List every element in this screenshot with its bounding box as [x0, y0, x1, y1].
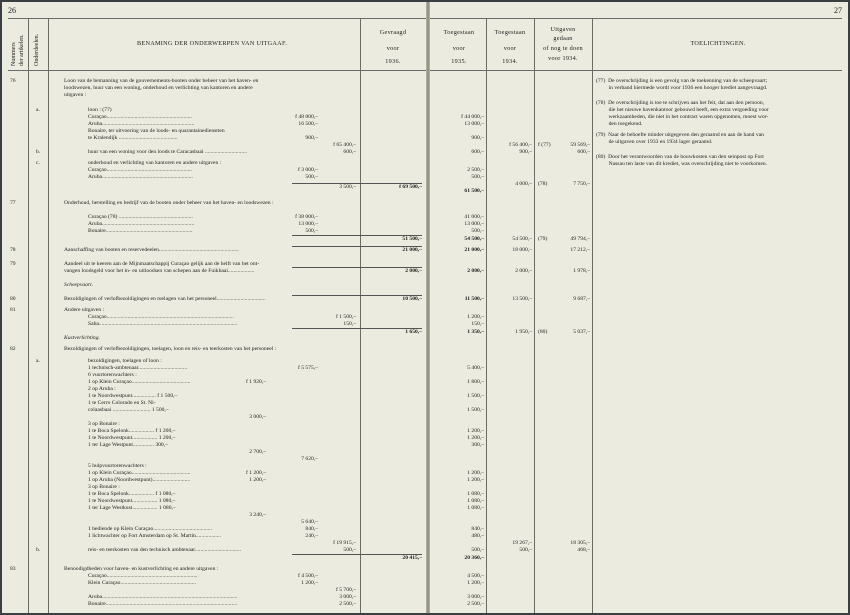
- amount-sub2: 500,–: [305, 228, 318, 234]
- left-page: [2, 2, 426, 613]
- note-reference: f (77): [538, 142, 551, 148]
- row-description: vangen loodsgeld voor het in- en uitloodsen van schepen aan de Fuikbaai...................: [64, 268, 255, 274]
- book-spread: [2, 2, 848, 613]
- amount-granted-1935: 1 500,–: [467, 407, 484, 413]
- header-granted-1935-line1: Toegestaan: [443, 29, 475, 36]
- header-granted-1935-line3: 1935.: [451, 58, 467, 65]
- row-description: 1 op Aruba (Noordwestpunt)...........................: [88, 477, 191, 483]
- amount-sub2: f 38 000,–: [295, 214, 318, 220]
- amount-sub1: 2 700,–: [249, 449, 266, 455]
- article-number: 78: [10, 247, 16, 253]
- amount-granted-1934: 54 500,–: [512, 236, 532, 242]
- row-description: 1 bediende op Klein Curaçao..........................................: [88, 526, 212, 532]
- row-description: Bonaire..............................................................: [88, 228, 193, 234]
- amount-granted-1935: 1 350,–: [467, 329, 484, 335]
- amount-sub1: 1 200,–: [249, 477, 266, 483]
- row-description: Curaçao...........................................................................................: [88, 314, 234, 320]
- header-granted-1934-line1: Toegestaan: [494, 29, 526, 36]
- article-number: 82: [10, 346, 16, 352]
- row-description: Klein Curaçao......................................................: [88, 580, 196, 586]
- row-description: te Kralendijk ..........................................: [88, 135, 178, 141]
- header-requested-line1: Gevraagd: [379, 29, 407, 36]
- col-divider: [28, 18, 29, 613]
- header-bottom-rule: [430, 70, 842, 71]
- row-description: 1 technisch-ambtenaar...................................: [88, 365, 188, 371]
- header-top-rule: [430, 18, 842, 19]
- amount-granted-1935: 1 200,–: [467, 428, 484, 434]
- row-description: 2 op Aruba :: [88, 386, 116, 392]
- header-articles-line2: der artikelen.: [19, 34, 25, 66]
- amount-granted-1934: 1 950,–: [515, 329, 532, 335]
- col-divider: [592, 18, 593, 613]
- row-description: 1 ter Lage Westpunt............... 300,–: [88, 442, 168, 448]
- row-description: Curaçao.............................................................: [88, 167, 192, 173]
- note-line: (77) De overschrijding is een gevolg van de toekenning van de scheepvaart;: [596, 78, 768, 84]
- amount-requested-1936: 21 000,–: [402, 247, 422, 253]
- amount-granted-1935: 5 400,–: [467, 365, 484, 371]
- amount-granted-1935: 600,–: [471, 149, 484, 155]
- amount-granted-1935: 54 500,–: [464, 236, 484, 242]
- note-reference: (80): [538, 329, 548, 335]
- row-description: 1 lichtwachter op Fort Amsterdam op St. Martin..................: [88, 533, 221, 539]
- amount-granted-1935: 150,–: [471, 321, 484, 327]
- amount-sub1: 3 000,–: [249, 414, 266, 420]
- amount-granted-1934: 2 000,–: [515, 268, 532, 274]
- amount-granted-1935: 3 000,–: [467, 594, 484, 600]
- note-line: den toegekend.: [596, 121, 643, 127]
- note-line: (78) De overschrijding is toe te schrijven aan het feit, dat aan den persoon,: [596, 100, 765, 106]
- amount-requested-1936: 2 000,–: [405, 268, 422, 274]
- row-description: huur van een woning voor den loods te Caracasbaai ..............................: [88, 149, 247, 155]
- note-line: de uitgaven over 1933 en 1934 lager geraamd.: [596, 139, 713, 145]
- amount-subtotal: 2 500,–: [339, 601, 356, 607]
- amount-sub1: f 1 200,–: [245, 470, 266, 476]
- amount-granted-1935: 4 500,–: [467, 573, 484, 579]
- amount-subtotal: f 65 400,–: [333, 142, 356, 148]
- row-description: Andere uitgaven :: [64, 307, 105, 313]
- amount-sub2: f 4 500,–: [297, 573, 318, 579]
- row-description: 1 ter Lage Westkust.................. 1 080,–: [88, 505, 176, 511]
- amount-sub1: 3 240,–: [249, 512, 266, 518]
- amount-granted-1935: 1 080,–: [467, 491, 484, 497]
- amount-sub2: 13 000,–: [298, 221, 318, 227]
- amount-requested-1936: 10 500,–: [402, 296, 422, 302]
- amount-sub2: 16 500,–: [298, 121, 318, 127]
- header-granted-1934-line3: 1934.: [502, 58, 518, 65]
- row-description: Bonaire..............................................................................................: [88, 601, 238, 607]
- amount-spent-1934: 7 750,–: [573, 181, 590, 187]
- amount-subtotal: f 5 700,–: [335, 587, 356, 593]
- row-description: 6 vuurtorenwachters :: [88, 372, 137, 378]
- amount-granted-1935: 1 080,–: [467, 498, 484, 504]
- amount-subtotal: 150,–: [343, 321, 356, 327]
- row-description: Loon van de bemanning van de gouvernements-booten onder beheer van het haven- en: [64, 78, 259, 84]
- amount-granted-1934: 19 267,–: [512, 540, 532, 546]
- amount-subtotal: f 1 500,–: [335, 314, 356, 320]
- row-description: uitgaven :: [64, 92, 87, 98]
- amount-subtotal: f 19 915,–: [333, 540, 356, 546]
- sub-article-letter: a.: [36, 107, 40, 113]
- row-description: Scheepvaart.: [64, 282, 94, 288]
- header-spent-line1: Uitgaven: [550, 26, 576, 33]
- amount-sub2: 900,–: [305, 135, 318, 141]
- sum-rule: [292, 295, 422, 296]
- row-description: Saba...................................................................................................: [88, 321, 238, 327]
- amount-requested-1936: 1 650,–: [405, 329, 422, 335]
- amount-granted-1935: 1 200,–: [467, 435, 484, 441]
- amount-granted-1935: 11 500,–: [464, 296, 484, 302]
- sum-rule: [292, 554, 422, 555]
- col-divider: [48, 18, 49, 613]
- row-description: Bonaire, ter uitvoering van de loods- en quarantainedienstten: [88, 128, 225, 134]
- amount-granted-1935: 1 200,–: [467, 314, 484, 320]
- row-description: 1 op Klein Curaçao..........................................: [88, 379, 191, 385]
- row-description: Bezoldigingen of verlofbezoldigingen en toelagen van het personeel...................................: [64, 296, 266, 302]
- amount-spent-1934: 17 212,–: [570, 247, 590, 253]
- amount-granted-1935: 1 800,–: [467, 379, 484, 385]
- note-reference: (79): [538, 236, 548, 242]
- amount-sub2: f 5 575,–: [297, 365, 318, 371]
- page-number-right: 27: [834, 6, 842, 15]
- amount-spent-1934: 5 037,–: [573, 329, 590, 335]
- amount-sub2: 240,–: [305, 533, 318, 539]
- header-top-rule: [8, 18, 426, 19]
- row-description: Aanschaffing van booten en reservedeelen.........................................................: [64, 247, 239, 253]
- row-description: 1 te Cerro Colorado en St. Ni-: [88, 400, 156, 406]
- amount-sub2: f 48 000,–: [295, 114, 318, 120]
- amount-granted-1935: 1 500,–: [467, 393, 484, 399]
- header-spent-line3: of nog te doen: [543, 45, 583, 52]
- amount-spent-1934: 468,–: [577, 547, 590, 553]
- sum-rule: [292, 246, 422, 247]
- row-description: 1 te Boca Spelonk.................. f 1 200,–: [88, 428, 176, 434]
- row-description: 1 te Noordwestpunt.................. 1 080,–: [88, 498, 176, 504]
- row-description: Aruba.................................................................: [88, 174, 193, 180]
- amount-granted-1935: 13 000,–: [464, 221, 484, 227]
- amount-granted-1935: f 44 000,–: [461, 114, 484, 120]
- header-granted-1934-line2: voor: [503, 45, 517, 52]
- row-description: Kustverlichting.: [64, 335, 100, 341]
- article-number: 80: [10, 296, 16, 302]
- sub-article-letter: a.: [36, 358, 40, 364]
- article-number: 83: [10, 566, 16, 572]
- row-description: 1 op Klein Curaçao..........................................: [88, 470, 191, 476]
- sum-rule: [292, 235, 422, 236]
- row-description: reis- en teerkosten van den technisch ambtenaar.................................: [88, 547, 242, 553]
- amount-granted-1934: 500,–: [519, 547, 532, 553]
- amount-granted-1935: 300,–: [471, 442, 484, 448]
- row-description: Aruba..................................................................: [88, 221, 195, 227]
- amount-granted-1935: 900,–: [471, 135, 484, 141]
- amount-granted-1934: f 56 400,–: [509, 142, 532, 148]
- row-description: loon : (77): [88, 107, 112, 113]
- amount-granted-1935: 61 500,–: [464, 188, 484, 194]
- row-description: Aandeel uit te keeren aan de Mijnmaatschappij Curaçao gelijk aan de helft van het ont-: [64, 261, 260, 267]
- header-articles-line1: Nummers: [11, 42, 17, 66]
- row-description: 1 te Noordwestpunt.................. 1 200,–: [88, 435, 176, 441]
- amount-sub2: 840,–: [305, 526, 318, 532]
- amount-granted-1934: 13 500,–: [512, 296, 532, 302]
- amount-spent-1934: 59 569,–: [570, 142, 590, 148]
- col-divider: [534, 18, 535, 613]
- amount-granted-1935: 1 200,–: [467, 580, 484, 586]
- row-description: onderhoud en verlichting van kantoren en andere uitgaven :: [88, 160, 222, 166]
- amount-granted-1935: 500,–: [471, 228, 484, 234]
- sub-article-letter: b.: [36, 149, 41, 155]
- amount-sub2: 7 620,–: [301, 456, 318, 462]
- amount-sub2: 1 200,–: [301, 580, 318, 586]
- amount-granted-1934: 4 000,–: [515, 181, 532, 187]
- page-number-left: 26: [8, 6, 16, 15]
- amount-granted-1935: 500,–: [471, 547, 484, 553]
- amount-granted-1935: 21 000,–: [464, 247, 484, 253]
- row-description: Curaçao.................................................................: [88, 573, 198, 579]
- note-line: (79) Naar de behoefte minder uitgegeven den geraamd en aan de hand van: [596, 132, 764, 138]
- amount-granted-1934: 900,–: [519, 149, 532, 155]
- amount-granted-1935: 500,–: [471, 174, 484, 180]
- row-description: Bezoldigingen of verlofbezoldigingen, toelagen, loon en reis- en teerkosten van het personeel :: [64, 346, 277, 352]
- article-number: 76: [10, 78, 16, 84]
- col-divider: [486, 18, 487, 613]
- amount-granted-1935: 1 080,–: [467, 505, 484, 511]
- row-description: 3 op Bonaire :: [88, 421, 120, 427]
- header-spent-line2: gedaan: [553, 35, 573, 42]
- amount-granted-1935: 13 000,–: [464, 121, 484, 127]
- amount-spent-1934: 1 978,–: [573, 268, 590, 274]
- row-description: 1 te Boca Spelonk.................. f 1 080,–: [88, 491, 176, 497]
- header-description: BENAMING DER ONDERWERPEN VAN UITGAAF.: [136, 40, 288, 47]
- article-number: 77: [10, 200, 16, 206]
- row-description: Benoodigdheden voor haven- en kustverlichting en andere uitgaven :: [64, 566, 219, 572]
- amount-spent-1934: 9 687,–: [573, 296, 590, 302]
- article-number: 81: [10, 307, 16, 313]
- note-line: Nassau ten laste van dit krediet, was overschrijding niet te voorkomen.: [596, 161, 768, 167]
- row-description: 3 op Bonaire :: [88, 484, 120, 490]
- amount-sub1: f 1 920,–: [245, 379, 266, 385]
- amount-granted-1935: 2 500,–: [467, 167, 484, 173]
- row-description: Aruba.................................................................................................: [88, 594, 238, 600]
- amount-granted-1935: 1 200,–: [467, 470, 484, 476]
- col-divider: [360, 18, 361, 613]
- amount-subtotal: 3 000,–: [339, 594, 356, 600]
- note-line: die het nieuwe havenkantoor gebouwd heeft, een extra vergoeding voor: [596, 107, 769, 113]
- row-description: 1 te Noordwestpunt................. f 1 500,–: [88, 393, 178, 399]
- amount-granted-1934: 18 000,–: [512, 247, 532, 253]
- note-line: (80) Door het verantwoorden van de bouwkosten van den seinpost op Fort: [596, 154, 764, 160]
- amount-spent-1934: 18 305,–: [570, 540, 590, 546]
- amount-requested-1936: 51 500,–: [402, 236, 422, 242]
- amount-sub2: 500,–: [305, 174, 318, 180]
- row-description: Curaçao.............................................................: [88, 114, 192, 120]
- header-spent-line4: voor 1934.: [548, 55, 578, 62]
- sum-rule: [292, 267, 422, 268]
- note-line: in verband hiermede wordt voor 1936 een hooger krediet aangevraagd.: [596, 85, 768, 91]
- amount-granted-1935: 2 500,–: [467, 601, 484, 607]
- amount-granted-1935: 20 360,–: [464, 555, 484, 561]
- amount-spent-1934: 600,–: [577, 149, 590, 155]
- right-page: [430, 2, 848, 613]
- amount-sub2: f 3 000,–: [297, 167, 318, 173]
- amount-requested-1936: f 69 500,–: [399, 184, 422, 190]
- amount-sub2: 5 640,–: [301, 519, 318, 525]
- amount-spent-1934: 49 794,–: [570, 236, 590, 242]
- sum-rule: [292, 183, 422, 184]
- row-description: Onderhoud, herstelling en bedrijf van de booten onder beheer van het haven- en loodswezen :: [64, 200, 274, 206]
- row-description: 5 hulpvuurtorenwachters :: [88, 463, 147, 469]
- amount-requested-1936: 20 415,–: [402, 555, 422, 561]
- row-description: Aruba..................................................................: [88, 121, 195, 127]
- amount-subtotal: 500,–: [343, 547, 356, 553]
- row-description: colaasbaai ........................... 1 500,–: [88, 407, 169, 413]
- header-requested-line2: voor: [386, 45, 400, 52]
- row-description: Curaçao (78) .....................................................: [88, 214, 193, 220]
- row-description: loodswezen, huur van een woning, onderhoud en verlichting van kantoren en andere: [64, 85, 253, 91]
- article-number: 79: [10, 261, 16, 267]
- amount-subtotal: 600,–: [343, 149, 356, 155]
- note-line: werkzaamheden, die niet in het contract waren opgenomen, moest wor-: [596, 114, 769, 120]
- note-reference: (78): [538, 181, 548, 187]
- amount-granted-1935: 840,–: [471, 526, 484, 532]
- row-description: bezoldigingen, toelagen of loon :: [88, 358, 162, 364]
- sub-article-letter: b.: [36, 547, 41, 553]
- header-granted-1935-line2: voor: [452, 45, 466, 52]
- amount-granted-1935: 41 000,–: [464, 214, 484, 220]
- amount-granted-1935: 1 200,–: [467, 477, 484, 483]
- amount-granted-1935: 480,–: [471, 533, 484, 539]
- header-requested-line3: 1936.: [385, 58, 401, 65]
- sub-article-letter: c.: [36, 160, 40, 166]
- header-bottom-rule: [8, 70, 426, 71]
- amount-granted-1935: 2 000,–: [467, 268, 484, 274]
- header-sub-articles: Onderdeelen.: [34, 33, 40, 66]
- sum-rule: [292, 328, 422, 329]
- amount-subtotal: 3 500,–: [339, 184, 356, 190]
- header-notes: TOELICHTINGEN.: [690, 40, 746, 47]
